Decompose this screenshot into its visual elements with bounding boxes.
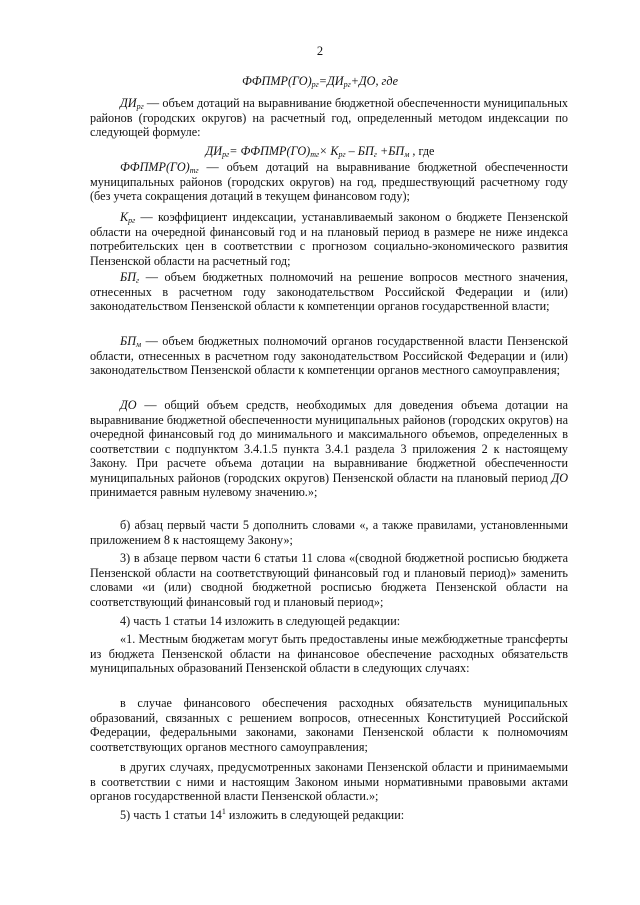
formula-sub: рг (343, 80, 351, 89)
paragraph-text: принимается равным нулевому значению.»; (90, 485, 318, 499)
term: ДО (120, 398, 137, 412)
term: БП (120, 334, 136, 348)
paragraph-bpm (90, 334, 568, 378)
paragraph-item-4-1: «1. Местным бюджетам могут быть предоставлены иные межбюджетные трансферты из бюджета Пензенской области на финансовое обеспечение расходных обязательств муниципальных образований Пензенской области в следующих случаях: (90, 632, 568, 675)
term: ДО (551, 470, 568, 485)
formula-part: = ФФПМР(ГО) (229, 144, 311, 158)
term: БП (120, 270, 136, 284)
paragraph-text: — объем дотаций на выравнивание бюджетной обеспеченности муниципальных районов (городских округов) на год, предшествующий расчетному году (без учета сокращения дотаций в текущем финансовом году); (90, 160, 568, 203)
paragraph-text: — коэффициент индексации, устанавливаемый законом о бюджете Пензенской области на очередной финансовый год и на плановый период в размере не ниже индекса потребительских цен в соответствии с прогнозом социально-экономического развития Пензенской области на расчетный год; (90, 210, 568, 268)
formula-part: ФФПМР(ГО) (241, 74, 312, 88)
formula-part: , где (409, 144, 435, 158)
term-sub: рг (136, 102, 144, 111)
paragraph-item-4-2: в случае финансового обеспечения расходных обязательств муниципальных образований, связанных с решением вопросов, отнесенных Конституцией Российской Федерации, федеральными законами, законами Пензенской области к полномочиям соответствующих органов местного самоуправления; (90, 696, 568, 754)
formula-sub: г (373, 150, 377, 159)
paragraph-item-4-3: в других случаях, предусмотренных законами Пензенской области и принимаемыми в соответствии с ними и настоящим Законом иными нормативными правовыми актами органов государственной власти Пензенской области.»; (90, 760, 568, 803)
paragraph-text: 5) часть 1 статьи 14 (120, 808, 222, 822)
formula-part: +БП (376, 144, 405, 158)
paragraph-bpg (90, 270, 568, 314)
page-number: 2 (316, 44, 324, 58)
paragraph-text: — объем бюджетных полномочий органов государственной власти Пензенской области, отнесенных в расчетном году законодательством Российской Федерации и (или) законодательством Пензенской области к компетенции органов местного самоуправления; (90, 334, 568, 377)
formula-sub: рг (338, 150, 346, 159)
paragraph-item-5 (90, 808, 568, 823)
formula-part: × К (319, 144, 339, 158)
paragraph-text: — объем бюджетных полномочий на решение вопросов местного значения, отнесенных в расчетном году законодательством Российской Федерации и (или) законодательством Пензенской области к компетенции органов государственной власти; (90, 270, 568, 313)
formula-sub: рг (222, 150, 230, 159)
paragraph-text: — общий объем средств, необходимых для доведения объема дотации на выравнивание бюджетной обеспеченности муниципальных районов (городских округов) на очередной финансовый год до минимального и максимального объемов, определенных в соответствии с подпунктом 3.4.1.5 пункта 3.4.1 раздела 3 приложения 2 к настоящему Закону. При расчете объема дотации на выравнивание бюджетной обеспеченности муниципальных районов (городских округов) Пензенской области на плановый период (90, 398, 568, 485)
term-sub: тг (189, 166, 199, 175)
formula-part: – БП (345, 144, 374, 158)
term: К (120, 210, 129, 224)
term-sub: г (136, 276, 140, 285)
paragraph-item-b: б) абзац первый части 5 дополнить словами «, а также правилами, установленными приложением 8 к настоящему Закону»; (90, 518, 568, 547)
formula-di (0, 144, 640, 159)
formula-ffpmr (0, 74, 640, 89)
term-sub: рг (128, 216, 136, 225)
paragraph-text: изложить в следующей редакции: (225, 808, 405, 822)
paragraph-item-4: 4) часть 1 статьи 14 изложить в следующей редакции: (120, 614, 401, 628)
paragraph-k (90, 210, 568, 268)
formula-part: +ДО, где (350, 74, 399, 88)
formula-sub: м (404, 150, 410, 159)
paragraph-item-3: 3) в абзаце первом части 6 статьи 11 слова «(сводной бюджетной росписью бюджета Пензенской области на соответствующий финансовый год и плановый период)» заменить словами «и (или) сводной бюджетной росписью бюджета Пензенской области на соответствующий финансовый год и плановый период»; (90, 551, 568, 609)
formula-sub: рг (311, 80, 319, 89)
term-sub: м (136, 340, 142, 349)
term: ФФПМР(ГО) (120, 160, 190, 174)
paragraph-do (90, 398, 568, 500)
formula-part: =ДИ (318, 74, 344, 88)
formula-sub: тг (310, 150, 320, 159)
formula-part: ДИ (205, 144, 223, 158)
superscript: 1 (221, 807, 226, 816)
term: ДИ (120, 96, 137, 110)
paragraph-text: — объем дотаций на выравнивание бюджетной обеспеченности муниципальных районов (городских округов) на расчетный год, определенный методом индексации по следующей формуле: (90, 96, 568, 139)
paragraph-di (90, 96, 568, 140)
paragraph-ffpmr (90, 160, 568, 204)
